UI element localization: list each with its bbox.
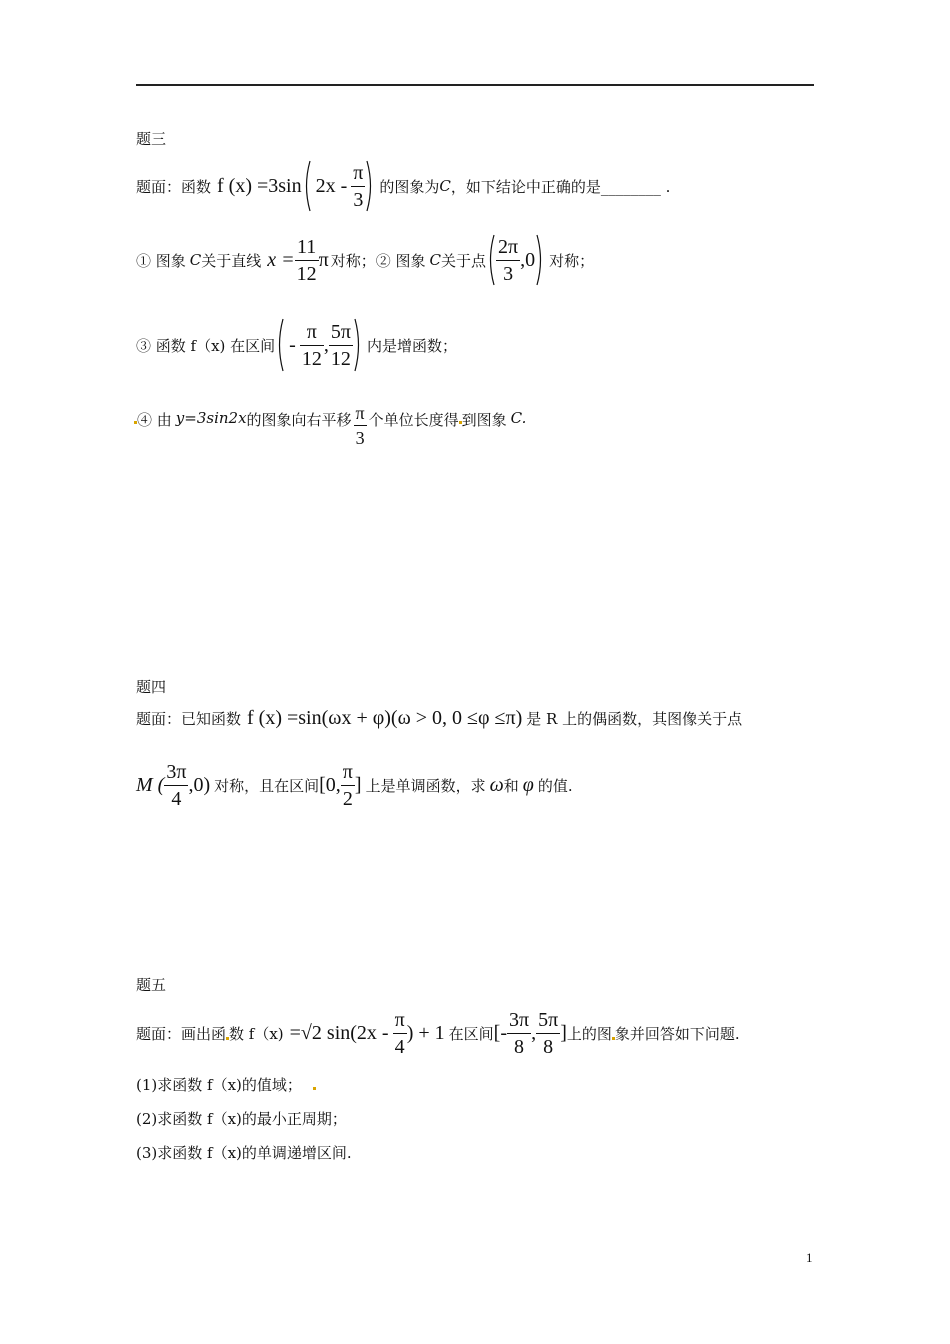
right-paren-icon (365, 159, 375, 213)
q3-statement-4: ④ 由 y=3sin2x 的图象向右平移 $\frac{\pi}{3}$ 个单位长度得 到图象 C. (134, 404, 526, 456)
q3-lead: 题面：函数 (136, 177, 212, 196)
q4-frac-pi-2: $\frac{\pi}{2}$ (342, 760, 353, 810)
q5-title: 题五 (136, 976, 167, 994)
q3-frac-pi-3: $\frac{\pi}{3}$ (355, 403, 365, 448)
q5-frac-pi-4: $\frac{\pi}{4}$ (394, 1008, 405, 1058)
q3-statement-3: ③ 函数 f（x) 在区间 - $\frac{\pi}{12}$ , $\frac{5\pi}{12}$ 内是增函数； (136, 316, 457, 374)
q4-frac-3pi-4: $\frac{3\pi}{4}$ (166, 760, 187, 810)
page-number: 1 (806, 1250, 813, 1265)
right-paren-icon (535, 233, 545, 287)
q5-func: =√2 sin(2x - (289, 1021, 389, 1044)
q3-func: f (x) =3sin (217, 174, 302, 197)
q5-stem: 题面：画出函 数 f（x) =√2 sin(2x - $\frac{\pi}{4}$ ) + 1 在区间 [- $\frac{3\pi}{8}$ , $\frac{5\pi}{8}$ ] 上的图 象并回答如下问题. (136, 1008, 740, 1058)
q5-frac-3pi-8: $\frac{3\pi}{8}$ (508, 1008, 530, 1058)
q5-part-1: (1)求函数 f（x)的值域； (136, 1074, 316, 1095)
left-paren-icon (486, 233, 496, 287)
q3-frac-pi-12: $\frac{\pi}{12}$ (301, 320, 322, 370)
q4-title: 题四 (136, 678, 167, 696)
q3-statement-1-2: ① 图象 C 关于直线 x = $\frac{11}{12}$ π 对称；② 图象 C 关于点 $\frac{2\pi}{3}$ ,0 对称； (136, 232, 594, 288)
left-paren-icon (302, 159, 312, 213)
right-paren-icon (353, 317, 363, 373)
q3-stem: 题面：函数 f (x) =3sin 2x - $\frac{\pi}{3}$ 的图象为 C ，如下结论中正确的是________ . (136, 158, 670, 214)
q3-inner: 2x - (315, 174, 348, 197)
q4-stem: 题面：已知函数 f (x) =sin(ωx + φ)(ω > 0, 0 ≤φ ≤π) 是 R 上的偶函数，其图像关于点 (136, 706, 743, 729)
q4-line-2: M ( $\frac{3\pi}{4}$ ,0) 对称，且在区间 [0, $\frac{\pi}{2}$ ] 上是单调函数，求 ω 和 φ 的值. (136, 760, 573, 810)
q5-part-2: (2)求函数 f（x)的最小正周期； (136, 1110, 347, 1128)
edit-marker-icon (313, 1087, 316, 1090)
q3-frac-2pi-3: $\frac{2\pi}{3}$ (498, 235, 519, 285)
left-paren-icon (275, 317, 285, 373)
q3-frac-11-12: $\frac{11}{12}$ (296, 235, 317, 285)
q3-frac-5pi-12: $\frac{5\pi}{12}$ (330, 320, 351, 370)
q3-frac: $\frac{\pi}{3}$ (353, 161, 364, 211)
q3-title: 题三 (136, 130, 167, 148)
q5-part-3: (3)求函数 f（x)的单调递增区间. (136, 1144, 352, 1162)
q4-func: f (x) =sin(ωx + φ)(ω > 0, 0 ≤φ ≤π) (247, 706, 523, 729)
header-rule (136, 84, 814, 86)
q5-frac-5pi-8: $\frac{5\pi}{8}$ (538, 1008, 559, 1058)
